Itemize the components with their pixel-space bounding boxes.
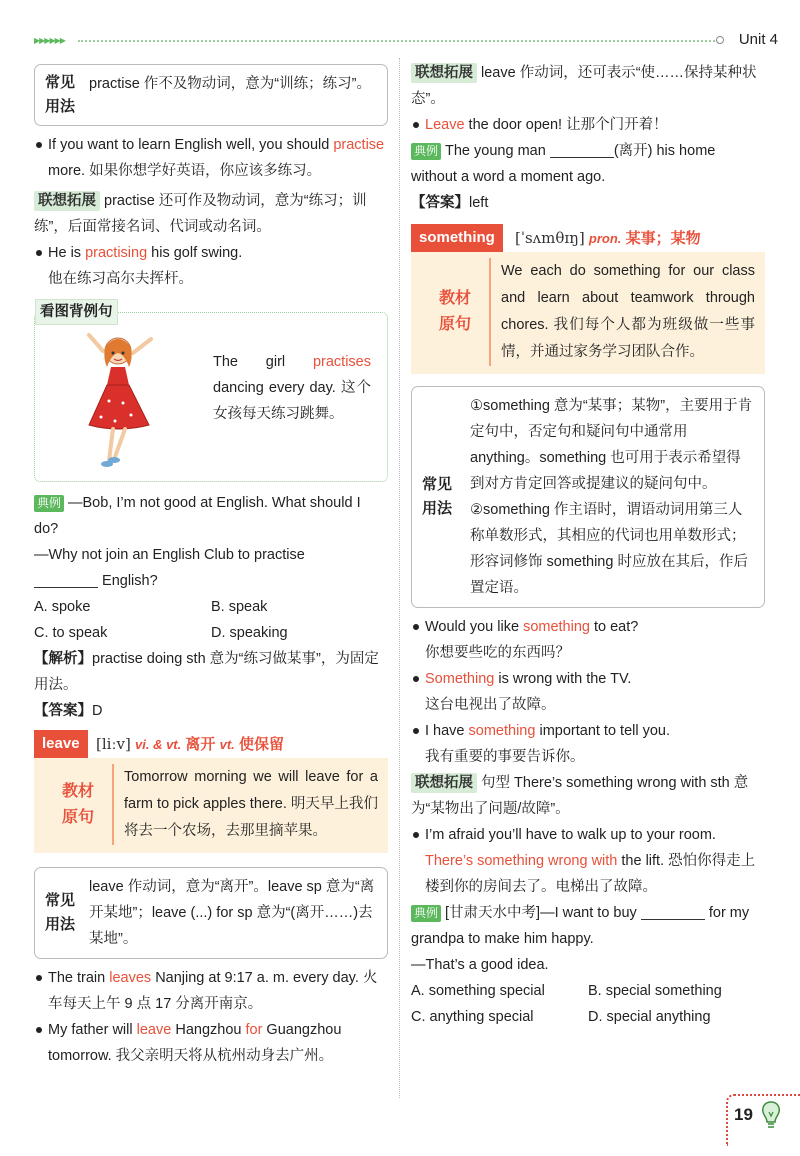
headword: leave [34, 730, 88, 758]
example-badge: 典例 [411, 905, 441, 922]
answer-options [411, 978, 765, 1030]
exam-question-line: —Why not join an English Club to practise [34, 547, 305, 563]
exam-question: 典例 —Bob, I’m not good at English. What should I do? [34, 495, 361, 537]
usage-tag: 常见用法 [422, 476, 453, 517]
answer: 【答案】D [34, 703, 103, 719]
example-badge: 典例 [34, 495, 64, 512]
example-badge: 典例 [411, 143, 441, 160]
arrow-decoration-icon: ▶▶▶▶▶▶ [34, 36, 65, 45]
textbook-sentence: We each do something for our class and learn about teamwork through chores. 我们每个人都为班级做一些事情，并通过家务学习团队合作。 [501, 263, 755, 360]
exam-question-line: —That’s a good idea. [411, 957, 549, 973]
dancing-girl-illustration [81, 329, 161, 471]
header-dotted-line [78, 40, 718, 42]
word-definition: [liːv] vi. & vt. 离开 vt. 使保留 [96, 735, 284, 753]
usage-tag: 常见用法 [45, 892, 76, 933]
textbook-sentence: Tomorrow morning we will leave for a farm to pick apples there. 明天早上我们将去一个农场，去那里摘苹果。 [124, 769, 378, 839]
lightbulb-icon [760, 1100, 782, 1132]
extension-note: 联想拓展 leave 作动词，还可表示“使……保持某种状态”。 [411, 65, 757, 107]
picture-example-box [34, 304, 388, 482]
picture-example-label: 看图背例句 [35, 299, 118, 325]
usage-text: leave 作动词，意为“离开”。leave sp 意为“离开某地”；leave (...) for sp 意为“(离开……)去某地”。 [89, 879, 375, 947]
textbook-sentence-tag: 教材 原句 [421, 258, 491, 366]
option-d[interactable]: D. special anything [588, 1009, 711, 1025]
page-number-badge [722, 1094, 800, 1146]
extension-note: 联想拓展 practise 还可作及物动词，意为“练习；训练”，后面常接名词、代词或动名词。 [34, 193, 367, 235]
usage-box-practise [34, 64, 388, 126]
usage-box-something [411, 386, 765, 608]
example-translation: 这台电视出了故障。 [425, 697, 556, 713]
example-sentence: If you want to learn English well, you should practise more. 如果你想学好英语，你应该多练习。 [34, 132, 388, 184]
answer-options [34, 594, 388, 646]
usage-tag: 常见用法 [45, 74, 76, 115]
option-b[interactable]: B. speak [211, 599, 268, 615]
option-d[interactable]: D. speaking [211, 625, 288, 641]
word-definition: [ˈsʌmθɪŋ] pron. 某事；某物 [515, 229, 701, 247]
answer-blank[interactable] [641, 904, 705, 920]
exam-question-blank: English? [34, 568, 388, 594]
answer: 【答案】left [411, 195, 489, 211]
answer-blank[interactable] [34, 572, 98, 588]
textbook-sentence-box [411, 252, 765, 374]
usage-text: ①something 意为“某事；某物”，主要用于肯定句中，否定句和疑问句中通常用 anything。something 也可用于表示希望得到对方肯定回答或提建议的疑问句中。 ②something 作主语时，谓语动词用第三人称单数形式，其相应的代词也用单数形式；形容词修饰 something 时应放在其后，作后置定语。 [470, 398, 753, 596]
headword: something [411, 224, 503, 252]
exam-question: 典例 The young man (离开) his home without a word a moment ago. [411, 143, 716, 185]
usage-box-leave [34, 867, 388, 959]
answer-blank[interactable] [550, 142, 614, 158]
word-heading-something [411, 224, 765, 252]
column-divider [399, 58, 400, 1098]
option-b[interactable]: B. special something [588, 983, 722, 999]
extension-label: 联想拓展 [411, 63, 477, 83]
unit-label: Unit 4 [738, 31, 778, 48]
example-translation: 他在练习高尔夫挥杆。 [48, 271, 193, 287]
extension-note: 联想拓展 句型 There’s something wrong with sth 意为“某物出了问题/故障”。 [411, 775, 749, 817]
option-c[interactable]: C. to speak [34, 625, 108, 641]
dot-icon [716, 36, 724, 44]
example-sentence: Something is wrong with the TV. [411, 666, 765, 692]
example-sentence: I’m afraid you’ll have to walk up to your room. There’s something wrong with the lift. 恐怕你得走上楼到你的房间去了。电梯出了故障。 [411, 822, 765, 900]
textbook-sentence-tag: 教材 原句 [44, 764, 114, 845]
option-a[interactable]: A. something special [411, 983, 545, 999]
example-translation: 我有重要的事要告诉你。 [425, 749, 585, 765]
extension-label: 联想拓展 [411, 773, 477, 793]
page-number: 19 [734, 1105, 753, 1124]
example-translation: 你想要些吃的东西吗？ [425, 645, 570, 661]
example-sentence: Would you like something to eat? [411, 614, 765, 640]
option-a[interactable]: A. spoke [34, 599, 91, 615]
picture-example-text: The girl practises dancing every day. 这个女孩每天练习跳舞。 [213, 354, 371, 422]
page-header [0, 0, 800, 56]
example-sentence: I have something important to tell you. [411, 718, 765, 744]
analysis: 【解析】practise doing sth 意为“练习做某事”，为固定用法。 [34, 651, 379, 693]
usage-text: practise 作不及物动词，意为“训练；练习”。 [89, 76, 371, 92]
option-c[interactable]: C. anything special [411, 1009, 534, 1025]
example-sentence: My father will leave Hangzhou for Guangzhou tomorrow. 我父亲明天将从杭州动身去广州。 [34, 1017, 388, 1069]
left-column [34, 60, 388, 1069]
word-heading-leave [34, 730, 388, 758]
example-sentence: The train leaves Nanjing at 9:17 a. m. every day. 火车每天上午 9 点 17 分离开南京。 [34, 965, 388, 1017]
textbook-sentence-box [34, 758, 388, 853]
example-sentence: He is practising his golf swing. [34, 240, 388, 266]
extension-label: 联想拓展 [34, 191, 100, 211]
example-sentence: Leave the door open! 让那个门开着！ [411, 112, 765, 138]
exam-question: 典例 [甘肃天水中考]—I want to buy for my grandpa to make him happy. [411, 905, 750, 947]
right-column [411, 60, 765, 1030]
